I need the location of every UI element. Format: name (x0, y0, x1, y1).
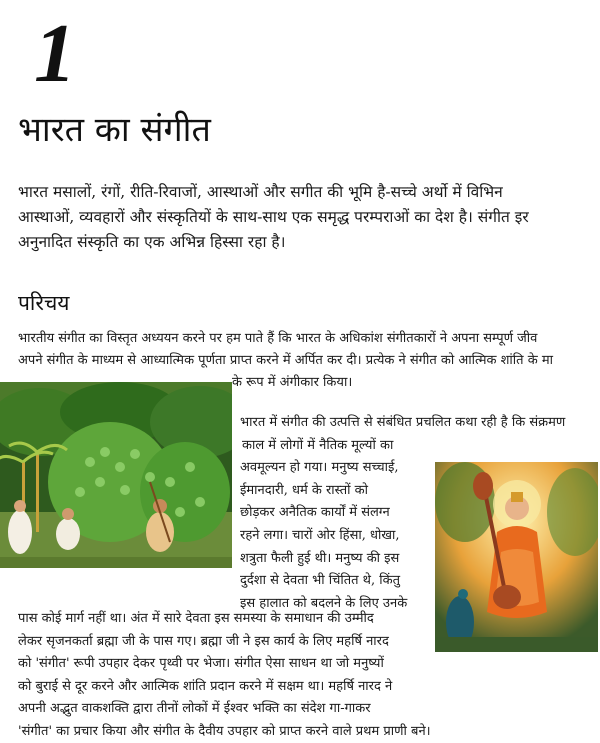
paragraph-line: को 'संगीत' रूपी उपहार देकर पृथ्वी पर भेजा। संगीत ऐसा साधन था जो मनुष्यों (18, 656, 384, 672)
chapter-title: भारत का संगीत (18, 110, 211, 150)
paragraph-line: 'संगीत' का प्रचार किया और संगीत के दैवीय उपहार को प्राप्त करने वाले प्रथम प्राणी बने। (18, 723, 431, 739)
paragraph-line: छोड़कर अनैतिक कार्यों में संलग्न (240, 505, 390, 521)
forest-sages-painting (0, 382, 232, 568)
paragraph-line: काल में लोगों में नैतिक मूल्यों का (242, 437, 394, 453)
narada-veena-painting (435, 462, 598, 652)
paragraph-line: दुर्दशा से देवता भी चिंतित थे, किंतु (240, 573, 401, 589)
paragraph-line: लेकर सृजनकर्ता ब्रह्मा जी के पास गए। ब्रह्मा जी ने इस कार्य के लिए महर्षि नारद (18, 633, 389, 649)
intro-line: अनुनादित संस्कृति का एक अभिन्न हिस्सा रहा है। (18, 233, 286, 251)
paragraph-line: ईमानदारी, धर्म के रास्तों को (240, 482, 368, 498)
paragraph-line: अवमूल्यन हो गया। मनुष्य सच्चाई, (240, 460, 399, 476)
intro-line: भारत मसालों, रंगों, रीति-रिवाजों, आस्थाओं और सगीत की भूमि है-सच्चे अर्थो में विभिन (18, 183, 503, 201)
paragraph-line: शत्रुता फैली हुई थी। मनुष्य की इस (240, 550, 400, 566)
paragraph-line: इस हालात को बदलने के लिए उनके (240, 595, 408, 611)
intro-line: आस्थाओं, व्यवहारों और संस्कृतियों के साथ-साथ एक समृद्ध परम्पराओं का देश है। संगीत इर (18, 208, 529, 226)
paragraph-line: भारत में संगीत की उत्पत्ति से संबंधित प्रचलित कथा रही है कि संक्रमण (240, 415, 566, 430)
paragraph-line: के रूप में अंगीकार किया। (232, 375, 353, 390)
paragraph-line: रहने लगा। चारों ओर हिंसा, धोखा, (240, 527, 400, 543)
paragraph-line: पास कोई मार्ग नहीं था। अंत में सारे देवता इस समस्या के समाधान की उम्मीद (18, 611, 374, 626)
continuation-paragraph (18, 608, 431, 743)
intro-paragraph (18, 180, 600, 255)
paragraph-line: अपनी अद्भुत वाकशक्ति द्वारा तीनों लोकों में ईश्वर भक्ति का संदेश गा-गाकर (18, 701, 371, 717)
paragraph-line: को बुराई से दूर करने और आत्मिक शांति प्रदान करने में सक्षम था। महर्षि नारद ने (18, 678, 393, 694)
paragraph-line: भारतीय संगीत का विस्तृत अध्ययन करने पर हम पाते हैं कि भारत के अधिकांश संगीतकारों ने अपना सम्पूर्ण जीव (18, 331, 538, 346)
section-heading: परिचय (18, 291, 70, 315)
paragraph-line: अपने संगीत के माध्यम से आध्यात्मिक पूर्णता प्राप्त करने में अर्पित कर दी। प्रत्येक ने संगीत को आत्मिक शांति के मा (18, 353, 553, 368)
chapter-number: 1 (34, 7, 76, 100)
